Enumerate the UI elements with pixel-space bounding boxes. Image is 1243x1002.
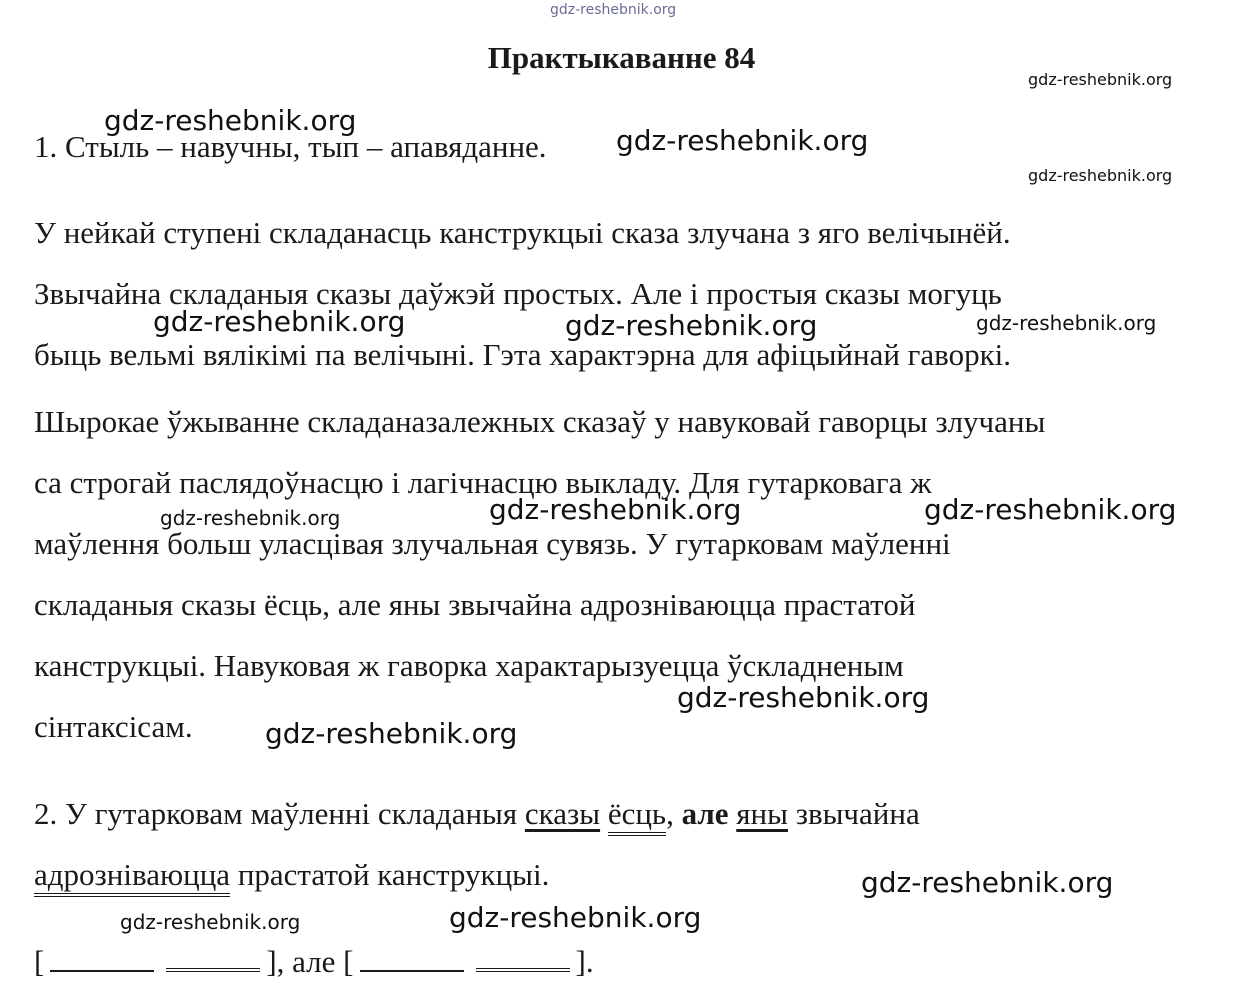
watermark: gdz-reshebnik.org <box>265 717 518 750</box>
watermark: gdz-reshebnik.org <box>616 124 869 157</box>
sentence-scheme <box>34 942 594 982</box>
subject-1: сказы <box>524 796 601 831</box>
task2-sentence-line2 <box>34 855 549 895</box>
predicate-1: ёсць <box>608 796 666 836</box>
scheme-subject-line <box>50 944 154 972</box>
watermark: gdz-reshebnik.org <box>104 104 357 137</box>
text-line: маўлення больш уласцівая злучальная сувязь. У гутарковам маўленні <box>34 526 951 561</box>
page-title: Практыкаванне 84 <box>487 40 756 75</box>
text-line: Звычайна складаныя сказы даўжэй простых. Але і простыя сказы могуць <box>34 276 1002 311</box>
watermark: gdz-reshebnik.org <box>550 2 677 18</box>
text-line: канструкцыі. Навуковая ж гаворка характарызуецца ўскладненым <box>34 648 904 683</box>
text-line: Шырокае ўжыванне складаназалежных сказаў у навуковай гаворцы злучаны <box>34 404 1046 439</box>
watermark: gdz-reshebnik.org <box>924 493 1177 526</box>
watermark: gdz-reshebnik.org <box>449 901 702 934</box>
task2-sentence-line1 <box>34 794 920 834</box>
subject-2: яны <box>736 796 788 831</box>
watermark: gdz-reshebnik.org <box>120 910 301 934</box>
watermark: gdz-reshebnik.org <box>976 311 1157 335</box>
task2-lead: 2. У гутарковам маўленні складаныя <box>34 796 518 831</box>
word-normally: звычайна <box>795 796 920 831</box>
text-line: складаныя сказы ёсць, але яны звычайна адрозніваюцца прастатой <box>34 587 916 622</box>
text-line: са строгай паслядоўнасцю і лагічнасцю выкладу. Для гутарковага ж <box>34 465 932 500</box>
watermark: gdz-reshebnik.org <box>565 309 818 342</box>
text-line: быць вельмі вялікімі па велічыні. Гэта характэрна для афіцыйнай гаворкі. <box>34 337 1011 372</box>
scheme-bracket-open: [ <box>34 944 45 979</box>
watermark: gdz-reshebnik.org <box>677 681 930 714</box>
scheme-predicate-line <box>166 944 260 972</box>
conjunction: але <box>681 796 729 831</box>
watermark: gdz-reshebnik.org <box>1028 166 1173 185</box>
scheme-conjunction: ], але [ <box>266 944 354 979</box>
watermark: gdz-reshebnik.org <box>1028 70 1173 89</box>
predicate-2: адрозніваюцца <box>34 857 230 897</box>
text-line: У нейкай ступені складанасць канструкцыі сказа злучана з яго велічынёй. <box>34 215 1011 250</box>
scheme-subject-line <box>360 944 464 972</box>
scheme-bracket-close: ]. <box>575 944 594 979</box>
watermark: gdz-reshebnik.org <box>153 305 406 338</box>
task1-answer: 1. Стыль – навучны, тып – апавяданне. <box>34 129 547 164</box>
watermark: gdz-reshebnik.org <box>489 493 742 526</box>
watermark: gdz-reshebnik.org <box>861 866 1114 899</box>
text-line: сінтаксісам. <box>34 709 193 744</box>
comma: , <box>666 796 674 831</box>
task2-rest: прастатой канструкцыі. <box>237 857 550 892</box>
watermark: gdz-reshebnik.org <box>160 506 341 530</box>
scheme-predicate-line <box>476 944 570 972</box>
